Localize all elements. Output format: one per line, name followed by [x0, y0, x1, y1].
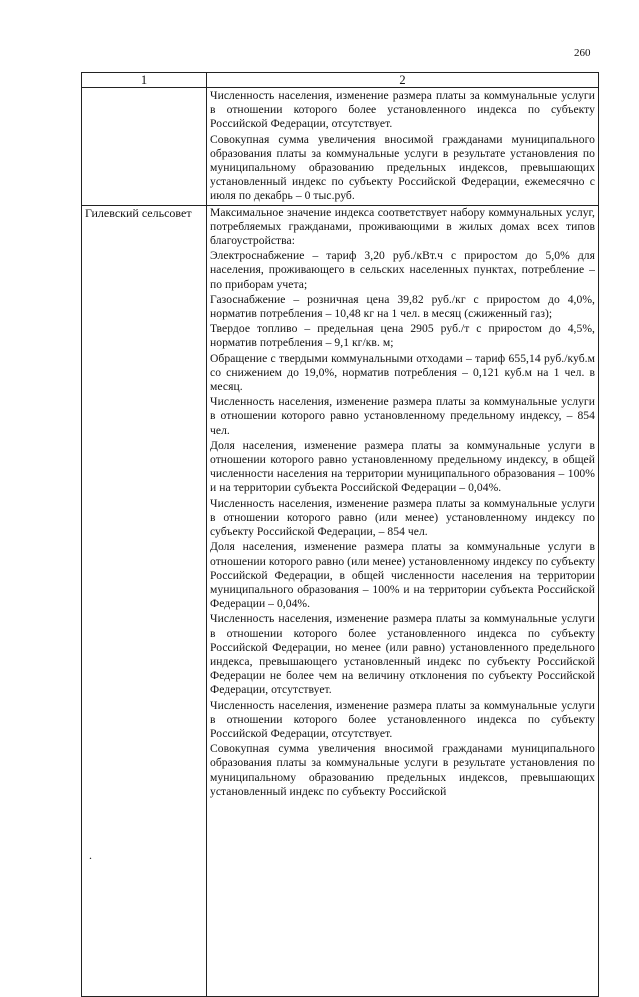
row-content: [207, 88, 599, 206]
paragraph: Доля населения, изменение размера платы за коммунальные услуги в отношении которого равно установленному предельному индексу, в общей численности населения на территории муниципального образования – 100% и на территории субъекта Российской Федерации – 0,04%.: [210, 438, 595, 495]
municipality-name: [82, 88, 207, 206]
paragraph: Численность населения, изменение размера платы за коммунальные услуги в отношении которого более установленного индекса по субъекту Российской Федерации, отсутствует.: [210, 698, 595, 740]
column-header-2: 2: [207, 73, 599, 88]
table-header-row: [82, 73, 599, 88]
paragraph: Совокупная сумма увеличения вносимой гражданами муниципального образования платы за коммунальные услуги в результате установления по муниципальному образованию предельных индексов, превышающих установленный индекс по субъекту Российской: [210, 742, 595, 798]
paragraph: Доля населения, изменение размера платы за коммунальные услуги в отношении которого равно (или менее) установленному индексу по субъекту Российской Федерации, в общей численности населения на территории муниципального образования – 100% и на территории субъекта Российской Федерации – 0,04%.: [210, 540, 595, 611]
paragraph: Электроснабжение – тариф 3,20 руб./кВт.ч с приростом до 5,0% для населения, проживающего в сельских населенных пунктах, потребление – по приборам учета;: [210, 249, 595, 291]
paragraph: Численность населения, изменение размера платы за коммунальные услуги в отношении которого равно (или менее) установленному индексу по субъекту Российской Федерации, – 854 чел.: [210, 496, 595, 539]
paragraph: Максимальное значение индекса соответствует набору коммунальных услуг, потребляемых гражданами, проживающими в жилых домах всех типов благоустройства:: [210, 205, 595, 248]
paragraph: Численность населения, изменение размера платы за коммунальные услуги в отношении которого более установленного индекса по субъекту Российской Федерации, но менее (или равно) установленного предельного индекса, превышающего установленный индекс по субъекту Российской Федерации не более чем на величину отклонения по субъекту Российской Федерации, отсутствует.: [210, 612, 595, 697]
document-table: [81, 72, 599, 997]
page-number: 260: [574, 47, 591, 59]
paragraph: Численность населения, изменение размера платы за коммунальные услуги в отношении которого более установленного индекса по субъекту Российской Федерации, отсутствует.: [210, 89, 595, 131]
paragraph: Твердое топливо – предельная цена 2905 руб./т с приростом до 4,5%, норматив потребления – 9,1 кг/кв. м;: [210, 322, 595, 350]
table-row: [82, 205, 599, 996]
paragraph: Газоснабжение – розничная цена 39,82 руб./кг с приростом до 4,0%, норматив потребления – 10,48 кг на 1 чел. в месяц (сжиженный газ);: [210, 292, 595, 321]
stray-dot-mark: .: [89, 848, 92, 862]
row-content-clip: [210, 206, 595, 996]
paragraph: Численность населения, изменение размера платы за коммунальные услуги в отношении которого равно установленному предельному индексу, – 854 чел.: [210, 395, 595, 437]
column-header-1: 1: [82, 73, 207, 88]
paragraph: Обращение с твердыми коммунальными отходами – тариф 655,14 руб./куб.м со снижением до 19,0%, норматив потребления – 0,121 куб.м на 1 чел. в месяц.: [210, 351, 595, 394]
table-row: [82, 88, 599, 206]
paragraph: Совокупная сумма увеличения вносимой гражданами муниципального образования платы за коммунальные услуги в результате установления по муниципальному образованию предельных индексов, превышающих установленный индекс по субъекту Российской Федерации, ежемесячно с июля по декабрь – 0 тыс.руб.: [210, 132, 595, 203]
municipality-name: Гилевский сельсовет: [82, 205, 207, 996]
row-content: [207, 205, 599, 996]
